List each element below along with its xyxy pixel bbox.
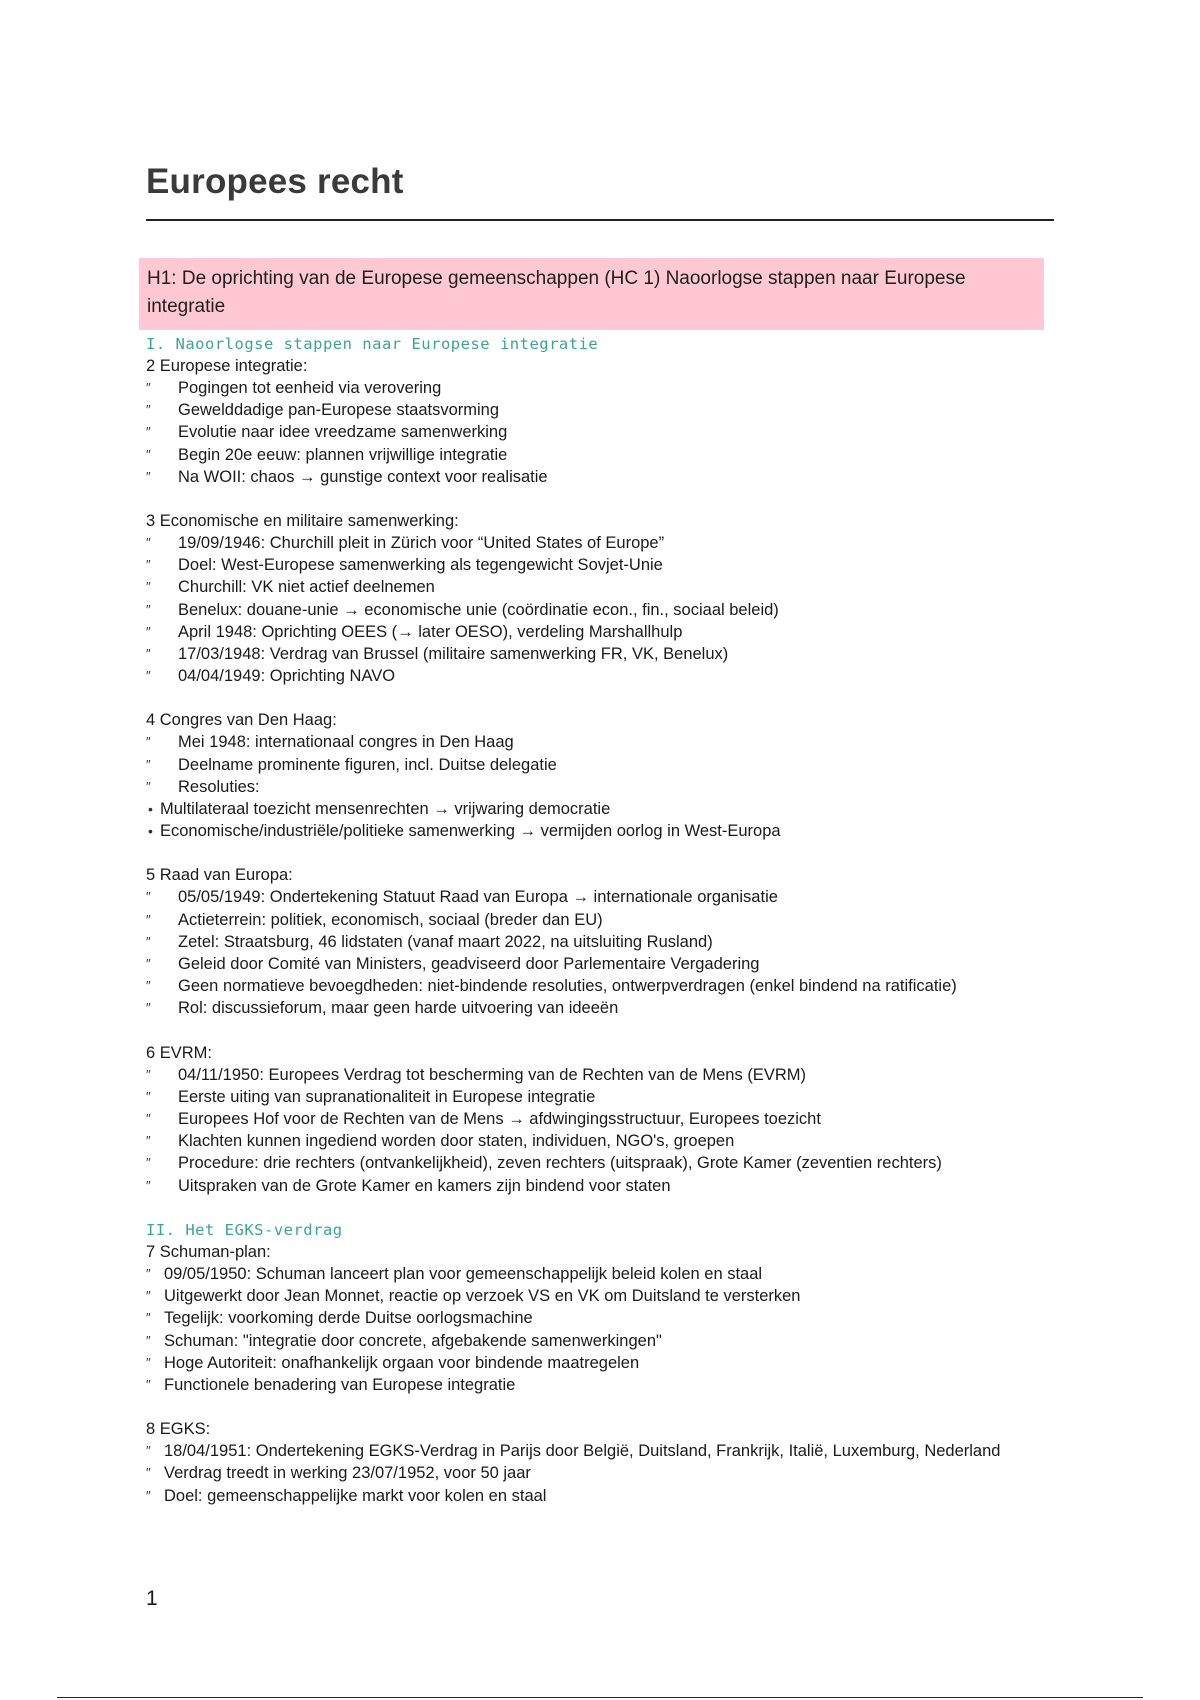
list-item: ″ 04/04/1949: Oprichting NAVO (146, 665, 1066, 687)
list-item: ″ 18/04/1951: Ondertekening EGKS-Verdrag in Parijs door België, Duitsland, Frankrijk, Italië, Luxemburg, Nederland (146, 1440, 1044, 1462)
list-item: ″ Procedure: drie rechters (ontvankelijkheid), zeven rechters (uitspraak), Grote Kamer (zeventien rechters) (146, 1152, 1066, 1174)
list-item: ″ Functionele benadering van Europese integratie (146, 1374, 1066, 1396)
list-item: ″ 05/05/1949: Ondertekening Statuut Raad van Europa → internationale organisatie (146, 886, 1066, 908)
list-item: ″ Actieterrein: politiek, economisch, sociaal (breder dan EU) (146, 909, 1066, 931)
section-title-1: I. Naoorlogse stappen naar Europese integratie (146, 335, 599, 353)
list-item: ″ Gewelddadige pan-Europese staatsvorming (146, 399, 1066, 421)
list-item: ″ Hoge Autoriteit: onafhankelijk orgaan voor bindende maatregelen (146, 1352, 1066, 1374)
topic-title-8: 8 EGKS: (146, 1420, 211, 1439)
topic-title-7: 7 Schuman-plan: (146, 1242, 271, 1261)
topic-title-3: 3 Economische en militaire samenwerking: (146, 512, 459, 531)
list-item: ″ 19/09/1946: Churchill pleit in Zürich voor “United States of Europe” (146, 532, 1066, 554)
list-item: ″ Churchill: VK niet actief deelnemen (146, 576, 1066, 598)
list-item: ″ Schuman: "integratie door concrete, afgebakende samenwerkingen" (146, 1330, 1066, 1352)
topic-list-8 (146, 1440, 1066, 1507)
list-item: ″ 09/05/1950: Schuman lanceert plan voor gemeenschappelijk beleid kolen en staal (146, 1263, 1066, 1285)
list-item: ″ Deelname prominente figuren, incl. Duitse delegatie (146, 754, 1066, 776)
topic-title-6: 6 EVRM: (146, 1043, 213, 1062)
spacer (146, 1020, 1066, 1042)
list-item: ″ April 1948: Oprichting OEES (→ later OESO), verdeling Marshallhulp (146, 621, 1066, 643)
topic-list-3 (146, 532, 1066, 687)
list-item: ″ Begin 20e eeuw: plannen vrijwillige integratie (146, 444, 1066, 466)
list-item: ″ Doel: gemeenschappelijke markt voor kolen en staal (146, 1485, 1066, 1507)
title-divider (146, 219, 1054, 221)
list-item: ″ Klachten kunnen ingediend worden door staten, individuen, NGO's, groepen (146, 1130, 1066, 1152)
list-item: ″ Geen normatieve bevoegdheden: niet-bindende resoluties, ontwerpverdragen (enkel bindend na ratificatie) (146, 975, 1066, 997)
list-item: ″ Benelux: douane-unie → economische unie (coördinatie econ., fin., sociaal beleid) (146, 599, 1066, 621)
spacer (146, 488, 1066, 510)
footer-divider (57, 1697, 1143, 1698)
list-item: ″ 17/03/1948: Verdrag van Brussel (militaire samenwerking FR, VK, Benelux) (146, 643, 1066, 665)
chapter-header: H1: De oprichting van de Europese gemeenschappen (HC 1) Naoorlogse stappen naar Europese integratie (139, 258, 1044, 330)
sub-list-item: • Multilateraal toezicht mensenrechten → vrijwaring democratie (146, 798, 1066, 820)
topic-list-4 (146, 731, 1066, 842)
list-item: ″ Tegelijk: voorkoming derde Duitse oorlogsmachine (146, 1307, 1066, 1329)
topic-list-7 (146, 1263, 1066, 1396)
document-title: Europees recht (146, 162, 404, 201)
page-number: 1 (146, 1587, 158, 1610)
spacer (146, 842, 1066, 864)
list-item: ″ Uitspraken van de Grote Kamer en kamers zijn bindend voor staten (146, 1175, 1066, 1197)
topic-title-5: 5 Raad van Europa: (146, 866, 293, 885)
list-item: ″ Resoluties: (146, 776, 1066, 798)
list-item: ″ Rol: discussieforum, maar geen harde uitvoering van ideeën (146, 997, 1066, 1019)
spacer (146, 687, 1066, 709)
spacer (146, 1197, 1066, 1219)
list-item: ″ Evolutie naar idee vreedzame samenwerking (146, 421, 1066, 443)
list-item: ″ Eerste uiting van supranationaliteit in Europese integratie (146, 1086, 1066, 1108)
list-item: ″ Zetel: Straatsburg, 46 lidstaten (vanaf maart 2022, na uitsluiting Rusland) (146, 931, 1066, 953)
section-title-2: II. Het EGKS-verdrag (146, 1220, 343, 1239)
list-item: ″ Na WOII: chaos → gunstige context voor realisatie (146, 466, 1066, 488)
topic-title-2: 2 Europese integratie: (146, 357, 308, 375)
topic-list-2 (146, 377, 1066, 488)
document-content (146, 333, 1066, 1507)
list-item: ″ Geleid door Comité van Ministers, geadviseerd door Parlementaire Vergadering (146, 953, 1066, 975)
topic-list-5 (146, 886, 1066, 1019)
topic-list-6 (146, 1064, 1066, 1197)
list-item: ″ Doel: West-Europese samenwerking als tegengewicht Sovjet-Unie (146, 554, 1066, 576)
topic-title-4: 4 Congres van Den Haag: (146, 711, 337, 730)
list-item: ″ Verdrag treedt in werking 23/07/1952, voor 50 jaar (146, 1462, 1066, 1484)
list-item: ″ Mei 1948: internationaal congres in Den Haag (146, 731, 1066, 753)
list-item: ″ 04/11/1950: Europees Verdrag tot bescherming van de Rechten van de Mens (EVRM) (146, 1064, 1066, 1086)
spacer (146, 1396, 1066, 1418)
list-item: ″ Pogingen tot eenheid via verovering (146, 377, 1066, 399)
sub-list-item: • Economische/industriële/politieke samenwerking → vermijden oorlog in West-Europa (146, 820, 1066, 842)
list-item: ″ Europees Hof voor de Rechten van de Mens → afdwingingsstructuur, Europees toezicht (146, 1108, 1066, 1130)
list-item: ″ Uitgewerkt door Jean Monnet, reactie op verzoek VS en VK om Duitsland te versterken (146, 1285, 1066, 1307)
